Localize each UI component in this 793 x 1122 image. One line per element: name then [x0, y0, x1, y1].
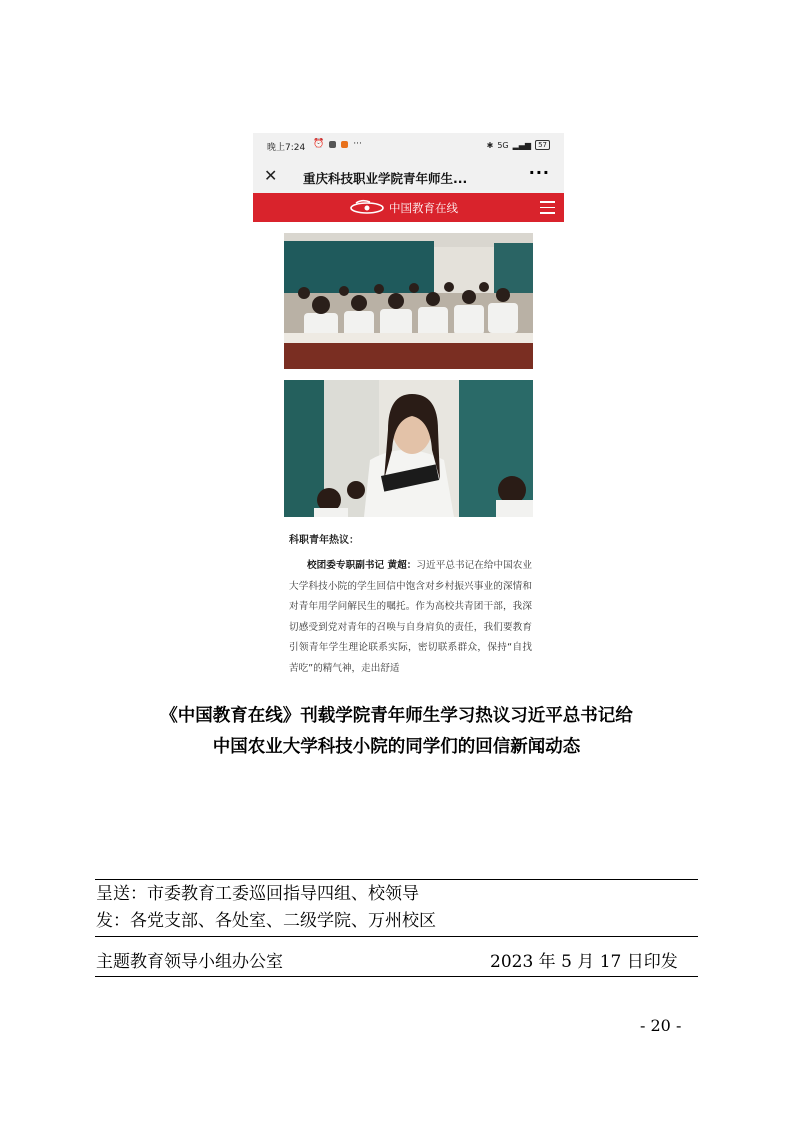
- page-title: 重庆科技职业学院青年师生...: [303, 171, 468, 186]
- article-body: [289, 556, 532, 679]
- system-icons: [487, 140, 550, 150]
- page-number: - 20 -: [640, 1016, 682, 1035]
- alarm-icon: ⏰: [313, 139, 325, 149]
- notification-icons: [313, 139, 362, 149]
- app-notification-icon: [341, 141, 348, 148]
- caption-line-1: 《中国教育在线》刊载学院青年师生学习热议习近平总书记给: [160, 706, 633, 726]
- article-text: 习近平总书记在给中国农业大学科技小院的学生回信中饱含对乡村振兴事业的深情和对青年用学问解民生的嘱托。作为高校共青团干部，我深切感受到党对青年的召唤与自身肩负的责任，我们要教育引领青年学生理论联系实际，密切联系群众，保持“自找苦吃”的精气神，走出舒适: [289, 560, 533, 674]
- tiktok-icon: [329, 141, 336, 148]
- status-time: 晚上7:24: [267, 143, 306, 153]
- divider-bottom: [95, 976, 698, 977]
- issued-to-line: 发：各党支部、各处室、二级学院、万州校区: [96, 911, 436, 931]
- network-label: 5G: [497, 140, 509, 150]
- classroom-photo: [284, 233, 533, 369]
- student-speaking-photo: [284, 380, 533, 517]
- issuing-office: 主题教育领导小组办公室: [96, 952, 283, 972]
- issue-date: 2023 年 5 月 17 日印发: [490, 952, 678, 972]
- more-notifications: ···: [353, 139, 362, 149]
- divider-middle: [95, 936, 698, 937]
- bluetooth-icon: ✱: [486, 140, 494, 150]
- battery-icon: 57: [535, 140, 550, 150]
- caption-line-2: 中国农业大学科技小院的同学们的回信新闻动态: [212, 737, 581, 757]
- site-header: [253, 193, 564, 222]
- more-options-icon[interactable]: ···: [528, 163, 550, 182]
- close-icon[interactable]: ✕: [264, 166, 278, 185]
- phone-status-bar: [253, 133, 564, 159]
- menu-icon[interactable]: [540, 201, 555, 214]
- browser-nav-bar: [253, 159, 564, 194]
- signal-icon: ▂▄▆: [512, 140, 532, 150]
- sent-to-line: 呈送：市委教育工委巡回指导四组、校领导: [96, 884, 419, 904]
- eol-logo-icon: [350, 199, 384, 215]
- news-screenshot: [253, 133, 564, 680]
- site-name: 中国教育在线: [389, 201, 458, 215]
- article-lead: 校团委专职副书记 黄超：: [307, 560, 417, 571]
- article-heading: 科职青年热议：: [289, 535, 359, 546]
